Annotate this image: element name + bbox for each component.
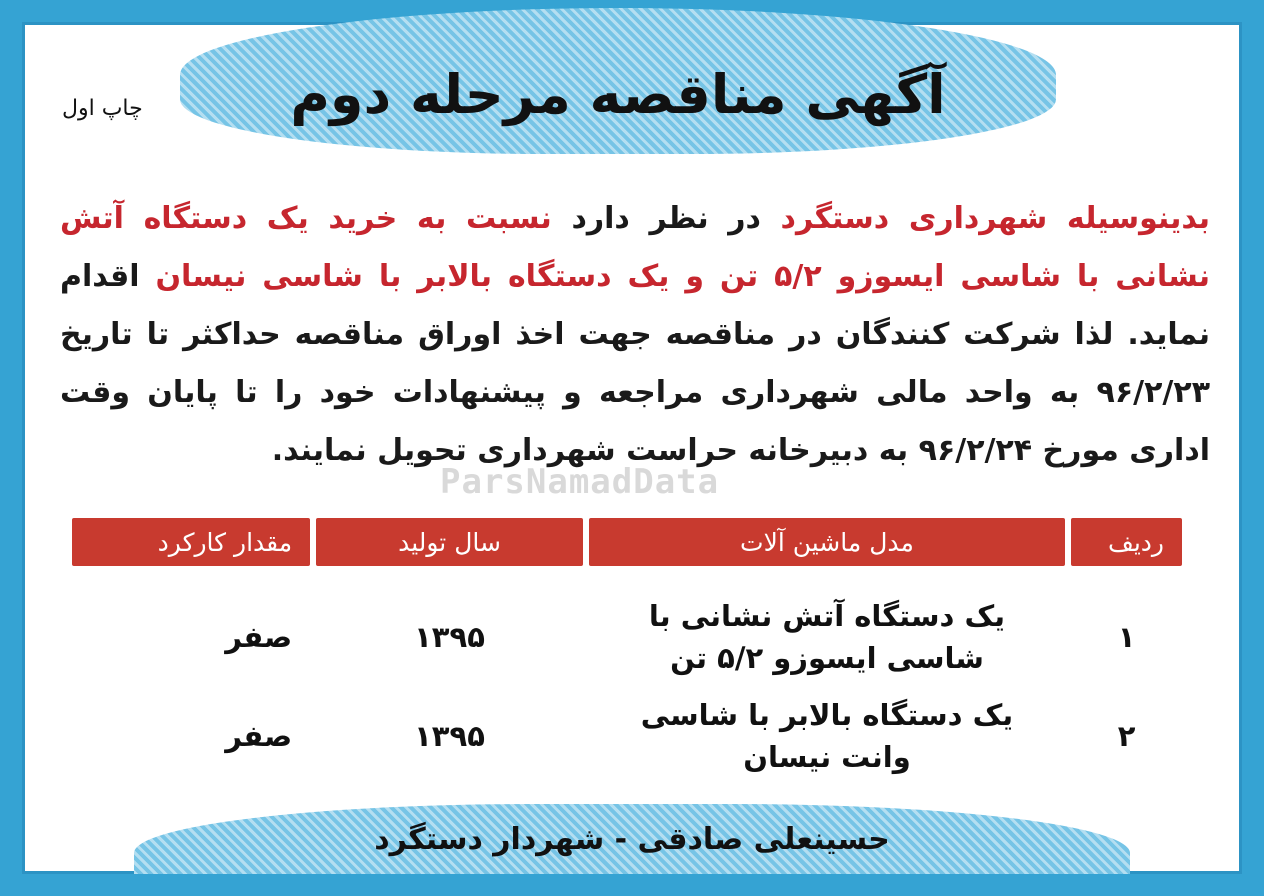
header-year: سال تولید <box>316 518 583 566</box>
table-header-row <box>72 518 1182 566</box>
header-model: مدل ماشین آلات <box>589 518 1065 566</box>
cell-row-number: ۲ <box>1117 719 1136 753</box>
machinery-table <box>66 518 1188 780</box>
watermark: ParsNamadData <box>440 462 720 502</box>
print-label: چاپ اول <box>62 96 143 121</box>
cell-model: یک دستگاه بالابر با شاسی وانت نیسان <box>640 698 1014 774</box>
body-municipality: بدینوسیله شهرداری دستگرد <box>780 201 1210 236</box>
cell-model: یک دستگاه آتش نشانی با شاسی ایسوزو ۵/۲ تن <box>648 599 1006 675</box>
cell-year: ۱۳۹۵ <box>414 719 485 753</box>
notice-title: آگهی مناقصه مرحله دوم <box>290 63 946 126</box>
cell-usage: صفر <box>225 620 293 654</box>
body-intent: در نظر دارد <box>551 201 781 236</box>
table-row <box>72 566 1182 692</box>
body-instructions: اقدام نماید. لذا شرکت کنندگان در مناقصه جهت اخذ اوراق مناقصه حداکثر تا تاریخ ۹۶/۲/۲۳ به واحد مالی شهرداری مراجعه و پیشنهادات خود را تا پایان وقت اداری مورخ ۹۶/۲/۲۴ به دبیرخانه حراست شهرداری تحویل نمایند. <box>60 259 1210 468</box>
header-usage: مقدار کارکرد <box>72 518 310 566</box>
cell-year: ۱۳۹۵ <box>414 620 485 654</box>
table-row <box>72 692 1182 780</box>
body-purchase-subject: نسبت به خرید یک دستگاه آتش نشانی با شاسی ایسوزو ۵/۲ تن و یک دستگاه بالابر با شاسی نیسان <box>60 201 1210 294</box>
cell-usage: صفر <box>225 719 293 753</box>
cell-row-number: ۱ <box>1117 620 1136 654</box>
signature: حسینعلی صادقی - شهردار دستگرد <box>374 822 890 857</box>
header-row-number: ردیف <box>1071 518 1182 566</box>
notice-body <box>60 190 1210 480</box>
